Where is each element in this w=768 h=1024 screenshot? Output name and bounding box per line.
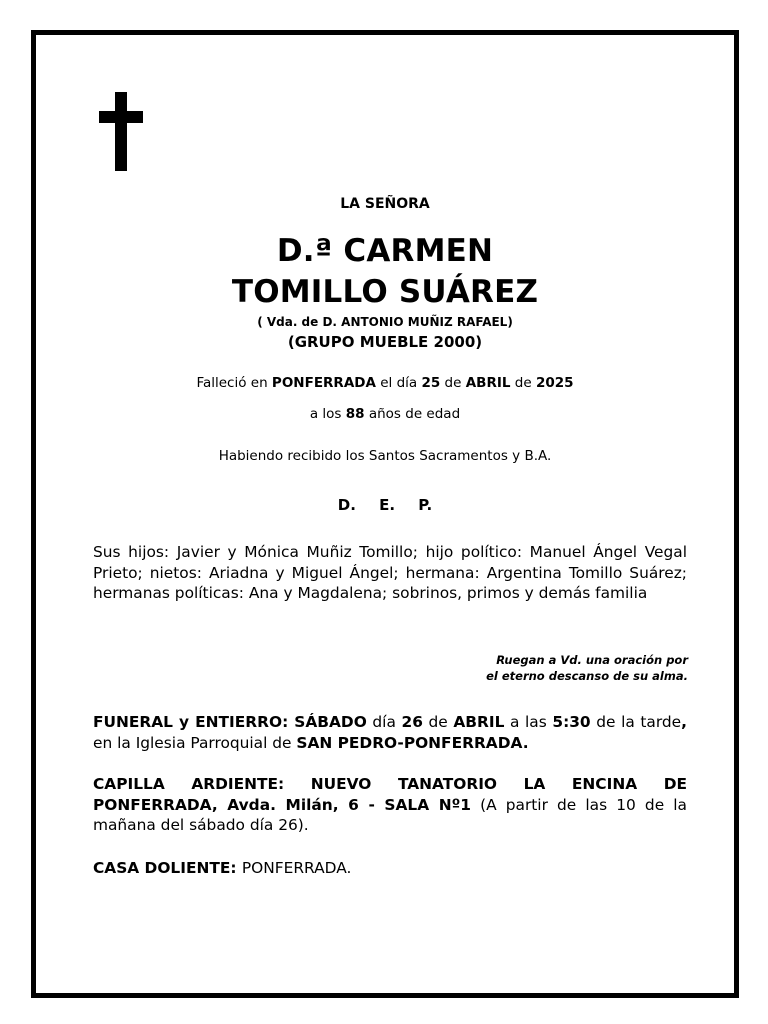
prayer-line-1: Ruegan a Vd. una oración por [496, 653, 688, 667]
funeral-paragraph: FUNERAL y ENTIERRO: SÁBADO día 26 de ABRIL a las 5:30 de la tarde, en la Iglesia Parroquial de SAN PEDRO-PONFERRADA. [93, 713, 688, 752]
sacraments-line: Habiendo recibido los Santos Sacramentos y B.A. [218, 448, 552, 464]
death-line: Falleció en PONFERRADA el día 25 de ABRIL de 2025 [196, 375, 574, 391]
chapel-paragraph: CAPILLA ARDIENTE: NUEVO TANATORIO LA ENCINA DE PONFERRADA, Avda. Milán, 6 - SALA Nº1 (A partir de las 10 de la mañana del sábado día 26). [93, 775, 687, 834]
prayer-request [486, 652, 688, 684]
dep-line: D. E. P. [337, 496, 433, 514]
name-line-2: TOMILLO SUÁREZ [231, 274, 539, 310]
family-paragraph: Sus hijos: Javier y Mónica Muñiz Tomillo; hijo político: Manuel Ángel Vegal Prieto; nietos: Ariadna y Miguel Ángel; hermana: Argentina Tomillo Suárez; hermanas políticas: Ana y Magdalena; sobrinos, primos y demás familia [93, 543, 687, 602]
obituary-frame [31, 30, 739, 998]
senora-label: LA SEÑORA [340, 196, 430, 212]
deceased-name [36, 231, 734, 313]
home-paragraph: CASA DOLIENTE: PONFERRADA. [93, 859, 352, 877]
cross-icon [99, 92, 143, 171]
age-line: a los 88 años de edad [309, 406, 461, 422]
company-note: (GRUPO MUEBLE 2000) [287, 333, 483, 351]
widow-note: ( Vda. de D. ANTONIO MUÑIZ RAFAEL) [257, 315, 513, 329]
prayer-line-2: el eterno descanso de su alma. [486, 669, 688, 683]
name-line-1: D.ª CARMEN [276, 233, 494, 269]
